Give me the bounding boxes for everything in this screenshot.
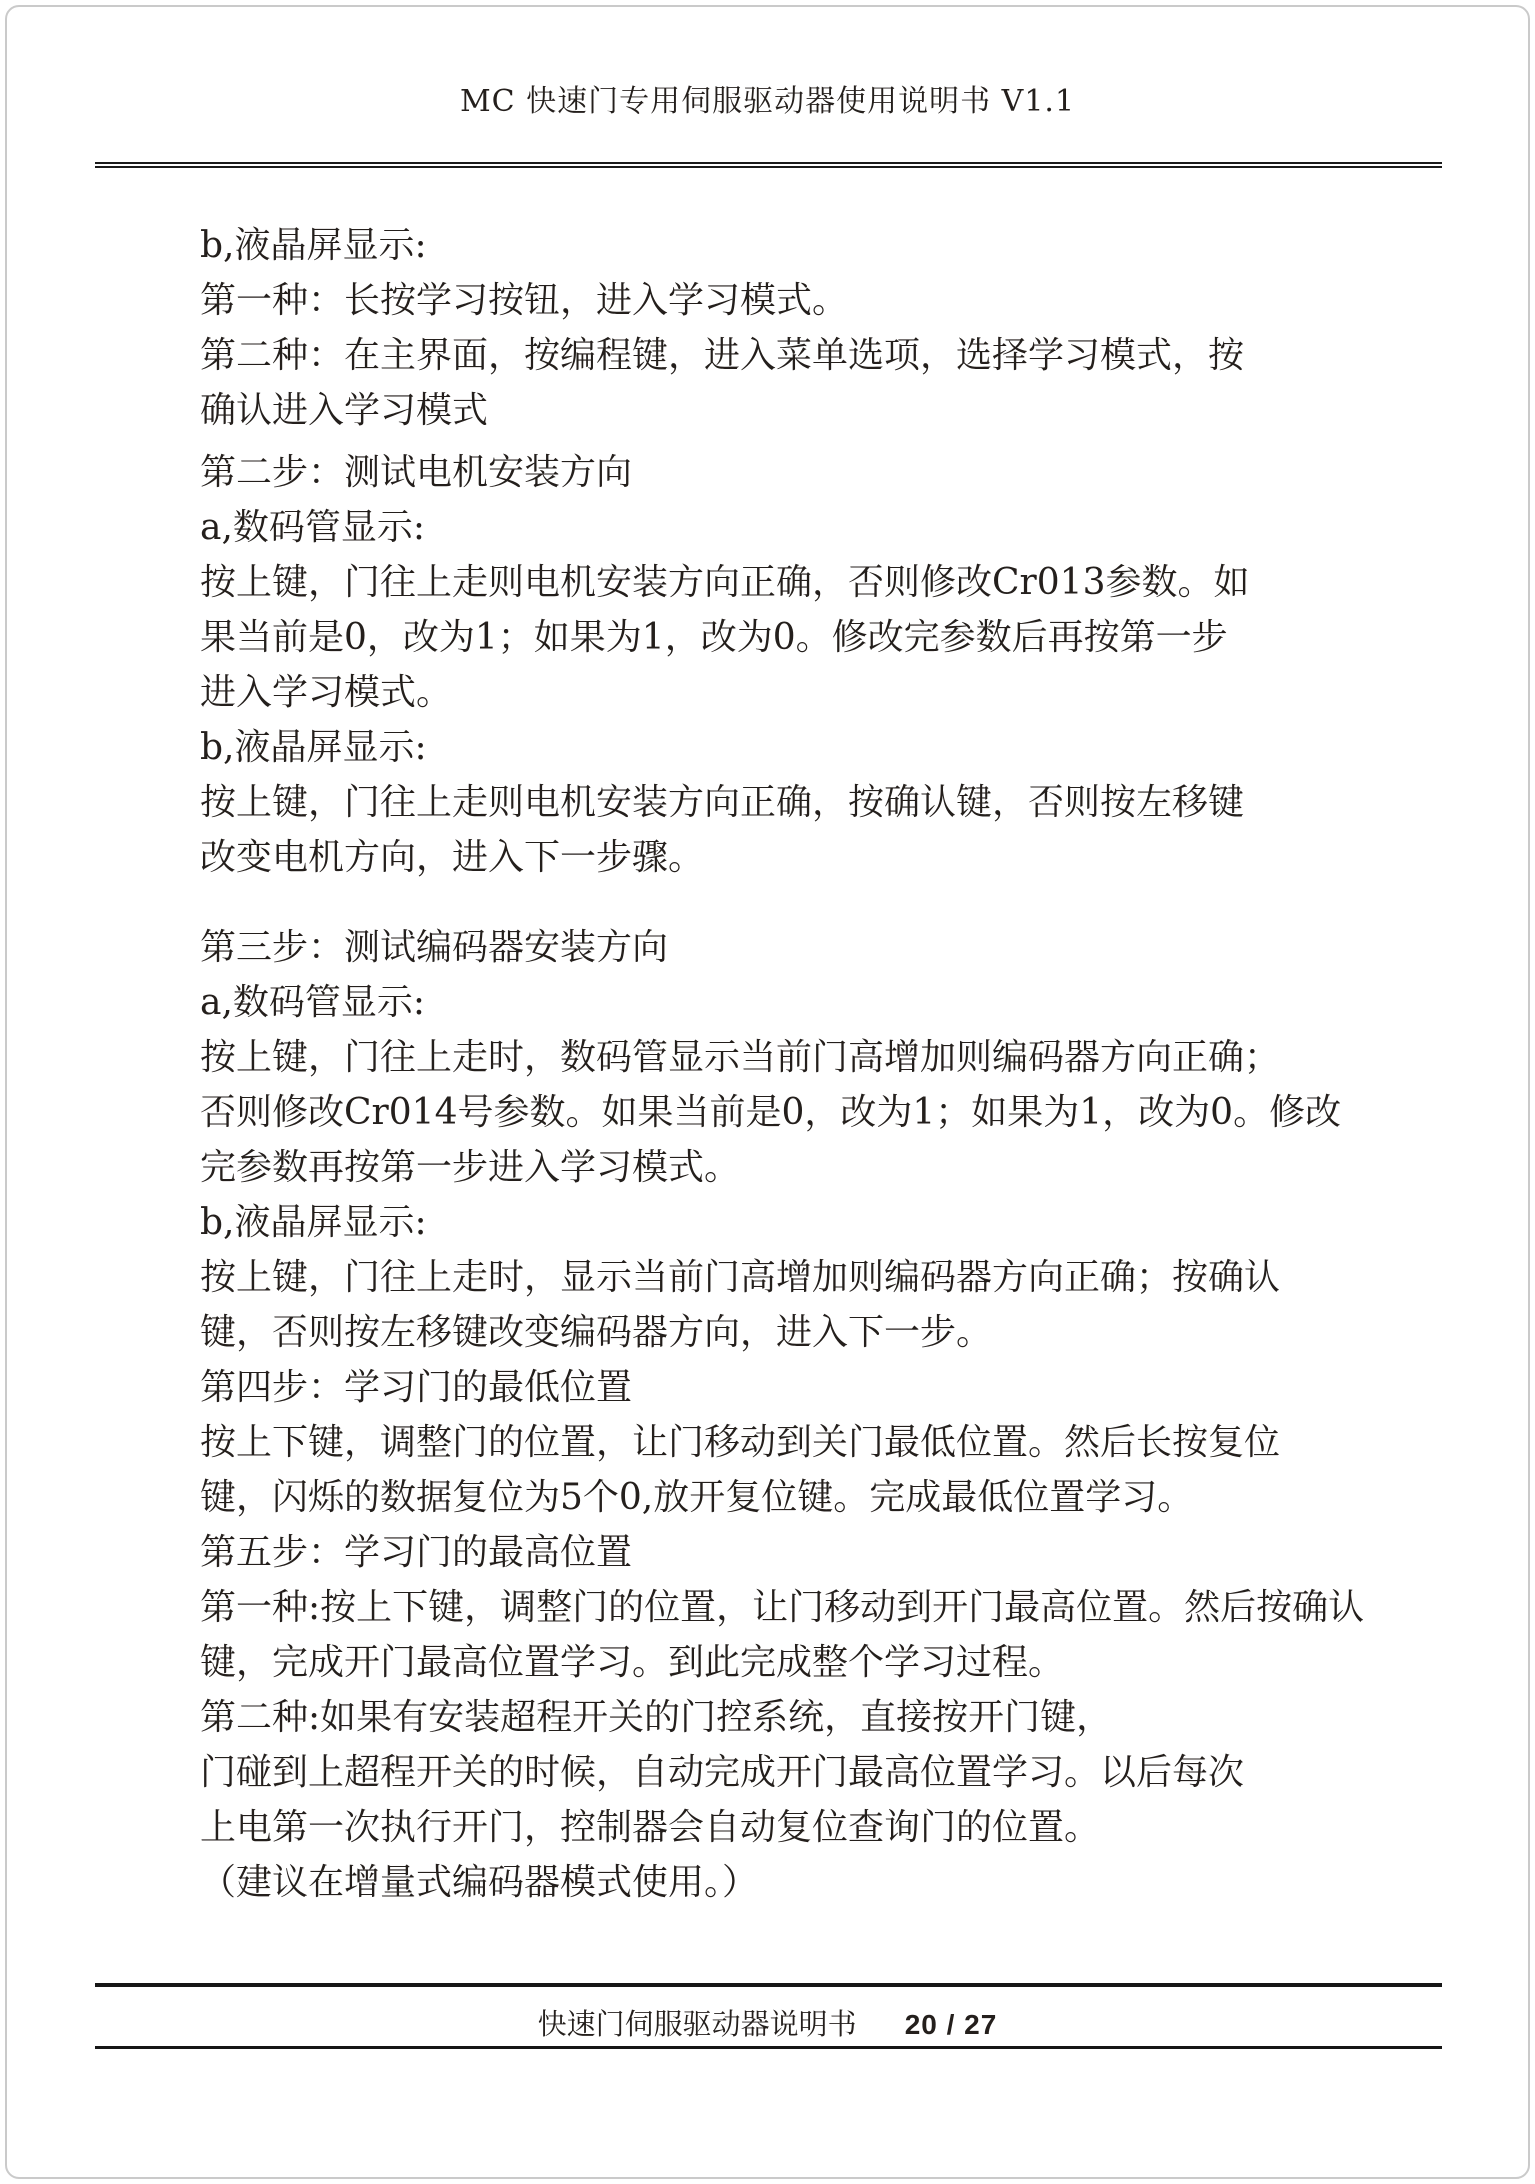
doc-line: 按上下键，调整门的位置，让门移动到关门最低位置。然后长按复位	[200, 1422, 1281, 1463]
footer-doc-title: 快速门伺服驱动器说明书	[537, 2007, 857, 2041]
footer-page-number: 20 / 27	[904, 2009, 998, 2040]
doc-line: b,液晶屏显示:	[200, 727, 427, 768]
header-divider	[95, 162, 1442, 168]
doc-line: b,液晶屏显示:	[200, 225, 427, 266]
doc-line: 按上键，门往上走时，数码管显示当前门高增加则编码器方向正确；	[200, 1037, 1281, 1078]
doc-line: 按上键，门往上走则电机安装方向正确，按确认键，否则按左移键	[200, 782, 1245, 823]
footer-divider-bottom	[95, 2046, 1442, 2049]
doc-line: 上电第一次执行开门，控制器会自动复位查询门的位置。	[200, 1807, 1101, 1848]
document-body	[200, 221, 1460, 1913]
doc-line: 完参数再按第一步进入学习模式。	[200, 1147, 741, 1188]
doc-line: 键，否则按左移键改变编码器方向，进入下一步。	[200, 1312, 993, 1353]
step-heading: 第二步：测试电机安装方向	[200, 452, 633, 493]
doc-line: 键，完成开门最高位置学习。到此完成整个学习过程。	[200, 1642, 1065, 1683]
doc-line: 按上键，门往上走则电机安装方向正确，否则修改Cr013参数。如	[200, 562, 1250, 603]
step-heading: 第四步：学习门的最低位置	[200, 1367, 633, 1408]
doc-line: a,数码管显示:	[200, 507, 426, 548]
doc-line: 进入学习模式。	[200, 672, 453, 713]
doc-line: 确认进入学习模式	[200, 390, 489, 431]
doc-line: 否则修改Cr014号参数。如果当前是0，改为1；如果为1，改为0。修改	[200, 1092, 1342, 1133]
doc-line: 按上键，门往上走时，显示当前门高增加则编码器方向正确；按确认	[200, 1257, 1281, 1298]
doc-line: 果当前是0，改为1；如果为1，改为0。修改完参数后再按第一步	[200, 617, 1228, 658]
doc-line: 第一种:按上下键，调整门的位置，让门移动到开门最高位置。然后按确认	[200, 1587, 1365, 1628]
doc-line: 第二种:如果有安装超程开关的门控系统，直接按开门键，	[200, 1697, 1113, 1738]
doc-line: b,液晶屏显示:	[200, 1202, 427, 1243]
doc-line: （建议在增量式编码器模式使用。）	[200, 1862, 759, 1903]
step-heading: 第三步：测试编码器安装方向	[200, 927, 669, 968]
doc-line: 门碰到上超程开关的时候，自动完成开门最高位置学习。以后每次	[200, 1752, 1245, 1793]
doc-line: 第二种：在主界面，按编程键，进入菜单选项，选择学习模式，按	[200, 335, 1245, 376]
page-footer	[0, 2002, 1535, 2043]
step-heading: 第五步：学习门的最高位置	[200, 1532, 633, 1573]
doc-line: 改变电机方向，进入下一步骤。	[200, 837, 705, 878]
page-title: MC 快速门专用伺服驱动器使用说明书 V1.1	[459, 84, 1076, 119]
footer-divider-top	[95, 1983, 1442, 1987]
doc-line: 第一种：长按学习按钮，进入学习模式。	[200, 280, 849, 321]
doc-line: a,数码管显示:	[200, 982, 426, 1023]
doc-line: 键，闪烁的数据复位为5个0,放开复位键。完成最低位置学习。	[200, 1477, 1194, 1518]
